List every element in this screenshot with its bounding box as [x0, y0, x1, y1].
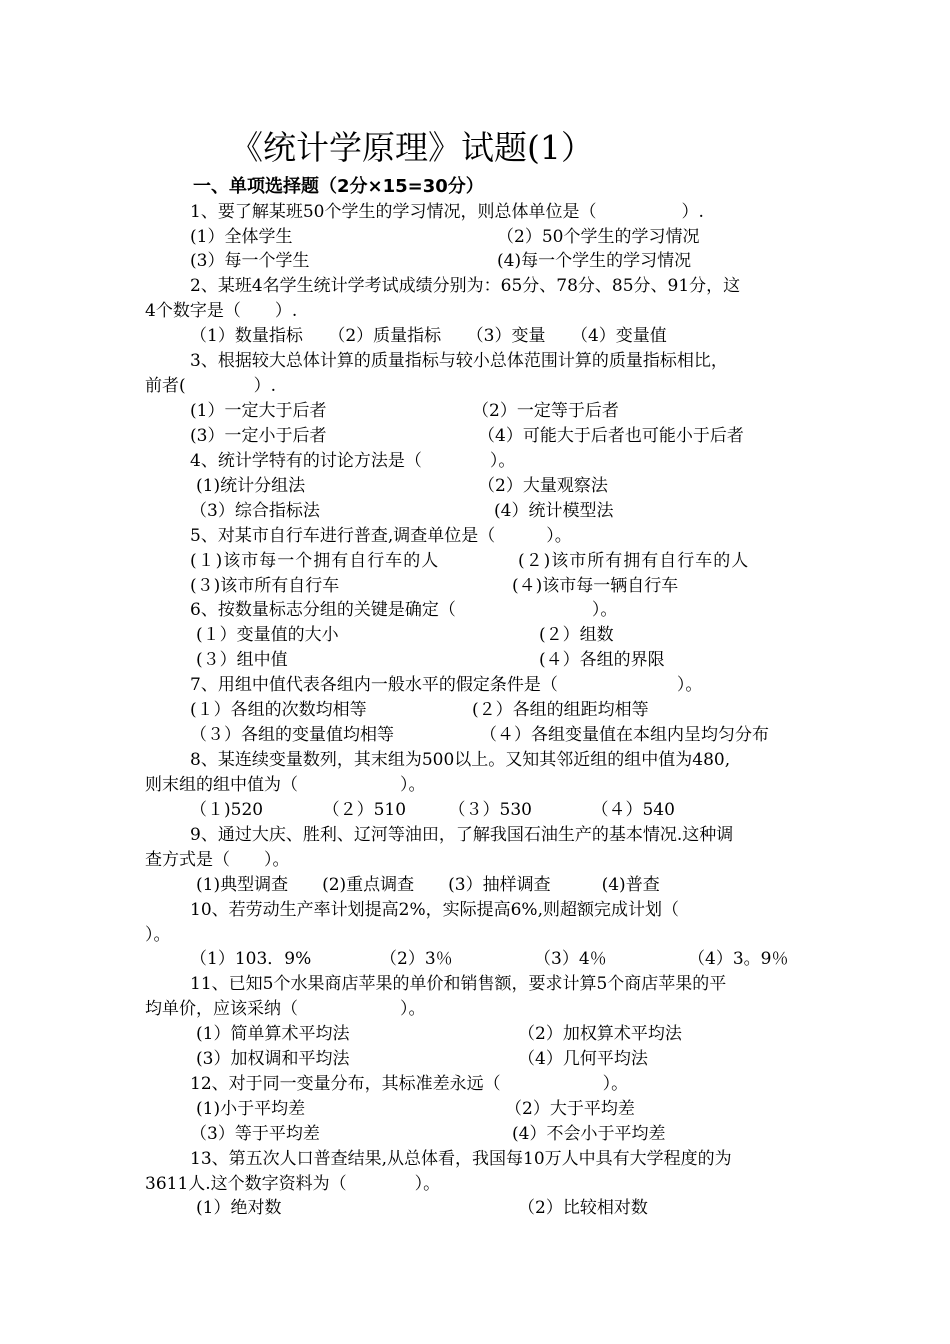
- question-1-option-4: (4)每一个学生的学习情况: [497, 251, 692, 271]
- question-3-option-4: （4）可能大于后者也可能小于后者: [478, 426, 744, 446]
- question-12-option-2: （2）大于平均差: [505, 1099, 635, 1119]
- question-5: 5、对某市自行车进行普查,调查单位是（ ）。: [190, 526, 572, 546]
- question-5-option-3: (３)该市所有自行车: [190, 576, 340, 596]
- question-7-option-4: （４）各组变量值在本组内呈均匀分布: [480, 725, 769, 745]
- question-3-option-1: (1）一定大于后者: [190, 401, 327, 421]
- question-3-continued: 前者( ）.: [145, 376, 277, 396]
- question-5-option-4: (４)该市每一辆自行车: [512, 576, 679, 596]
- question-9-continued: 查方式是（ ）。: [145, 850, 290, 870]
- question-4: 4、统计学特有的讨论方法是（ ）。: [190, 451, 516, 471]
- question-6-option-4: (４）各组的界限: [539, 650, 665, 670]
- question-1-option-1: (1）全体学生: [190, 227, 293, 247]
- exam-title: 《统计学原理》试题(1）: [230, 128, 594, 167]
- question-9: 9、通过大庆、胜利、辽河等油田，了解我国石油生产的基本情况.这种调: [190, 825, 734, 845]
- question-6-option-3: (３）组中值: [196, 650, 288, 670]
- question-6: 6、按数量标志分组的关键是确定（ ）。: [190, 600, 618, 620]
- question-11-option-2: （2）加权算术平均法: [518, 1024, 682, 1044]
- question-4-option-4: (4）统计模型法: [494, 501, 614, 521]
- question-6-option-1: (１）变量值的大小: [196, 625, 339, 645]
- question-10: 10、若劳动生产率计划提高2%，实际提高6%,则超额完成计划（: [190, 900, 679, 920]
- question-1: 1、要了解某班50个学生的学习情况，则总体单位是（ ）.: [190, 202, 704, 222]
- question-10-option-3: （3）4％: [534, 949, 607, 969]
- question-2-continued: 4个数字是（ ）.: [145, 301, 298, 321]
- question-12-option-3: （3）等于平均差: [190, 1124, 320, 1144]
- question-12-option-1: (1)小于平均差: [196, 1099, 306, 1119]
- question-10-option-1: （1）103．9%: [190, 949, 312, 969]
- question-12: 12、对于同一变量分布，其标准差永远（ ）。: [190, 1074, 629, 1094]
- question-11-continued: 均单价，应该采纳（ ）。: [145, 999, 426, 1019]
- question-5-option-1: (１)该市每一个拥有自行车的人: [190, 551, 440, 571]
- question-7-option-3: （３）各组的变量值均相等: [190, 725, 394, 745]
- question-11-option-1: (1）简单算术平均法: [196, 1024, 350, 1044]
- question-11-option-4: （4）几何平均法: [518, 1049, 648, 1069]
- section-heading: 一、单项选择题（2分×15=30分）: [193, 176, 484, 197]
- question-8-continued: 则末组的组中值为（ ）。: [145, 775, 426, 795]
- question-7-option-2: (２）各组的组距均相等: [472, 700, 649, 720]
- question-13-option-2: （2）比较相对数: [518, 1198, 648, 1218]
- question-5-option-2: (２)该市所有拥有自行车的人: [518, 551, 750, 571]
- question-8-options: （１)520 （２）510 （３）530 （４）540: [190, 800, 675, 820]
- question-4-option-1: (1)统计分组法: [196, 476, 306, 496]
- question-11: 11、已知5个水果商店苹果的单价和销售额，要求计算5个商店苹果的平: [190, 974, 727, 994]
- question-6-option-2: (２）组数: [539, 625, 614, 645]
- question-9-options: (1)典型调查 (2)重点调查 (3）抽样调查 (4)普查: [196, 875, 660, 895]
- question-10-option-2: （2）3％: [380, 949, 453, 969]
- question-3: 3、根据较大总体计算的质量指标与较小总体范围计算的质量指标相比，: [190, 351, 728, 371]
- question-3-option-2: （2）一定等于后者: [472, 401, 619, 421]
- question-13: 13、第五次人口普查结果,从总体看，我国每10万人中具有大学程度的为: [190, 1149, 732, 1169]
- question-2: 2、某班4名学生统计学考试成绩分别为：65分、78分、85分、91分，这: [190, 276, 741, 296]
- question-12-option-4: (4）不会小于平均差: [512, 1124, 666, 1144]
- question-7-option-1: (１）各组的次数均相等: [190, 700, 367, 720]
- question-1-option-3: (3）每一个学生: [190, 251, 310, 271]
- question-11-option-3: (3）加权调和平均法: [196, 1049, 350, 1069]
- question-4-option-2: （2）大量观察法: [478, 476, 608, 496]
- question-13-option-1: (1）绝对数: [196, 1198, 282, 1218]
- question-1-option-2: （2）50个学生的学习情况: [497, 227, 700, 247]
- question-8: 8、某连续变量数列，其末组为500以上。又知其邻近组的组中值为480,: [190, 750, 731, 770]
- question-7: 7、用组中值代表各组内一般水平的假定条件是（ ）。: [190, 675, 703, 695]
- question-2-options: （1）数量指标 （2）质量指标 （3）变量 （4）变量值: [190, 326, 667, 346]
- question-4-option-3: （3）综合指标法: [190, 501, 320, 521]
- question-10-continued: ）。: [145, 925, 171, 945]
- question-3-option-3: (3）一定小于后者: [190, 426, 327, 446]
- question-13-continued: 3611人.这个数字资料为（ ）。: [145, 1174, 441, 1194]
- question-10-option-4: （4）3。9％: [688, 949, 789, 969]
